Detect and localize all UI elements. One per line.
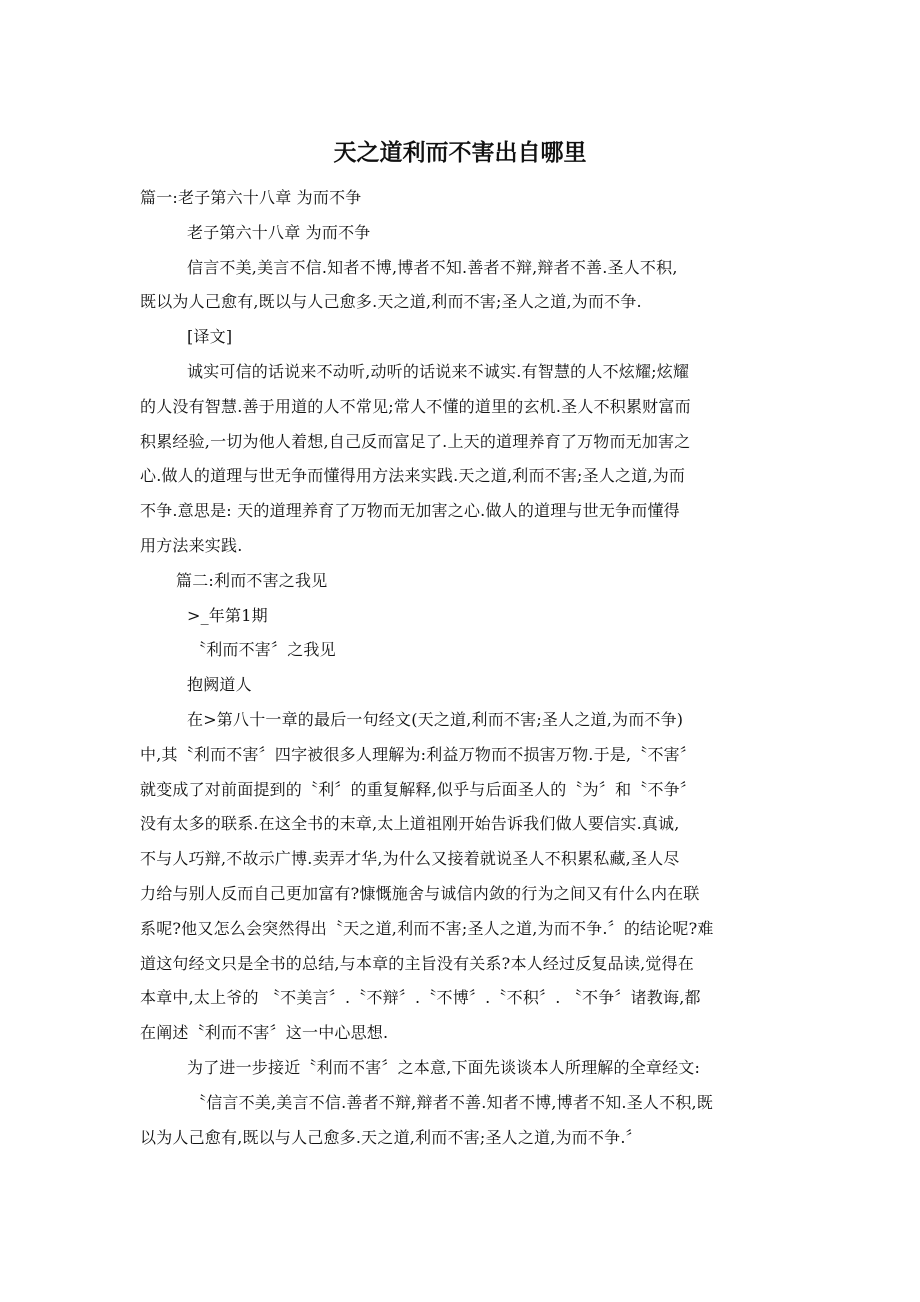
text-line: 心.做人的道理与世无争而懂得用方法来实践.天之道,利而不害;圣人之道,为而 (140, 466, 686, 486)
text-line: 诚实可信的话说来不动听,动听的话说来不诚实.有智慧的人不炫耀;炫耀 (187, 361, 690, 381)
text-line: 既以为人己愈有,既以与人己愈多.天之道,利而不害;圣人之道,为而不争. (140, 292, 642, 312)
section-heading-1: 篇一:老子第六十八章 为而不争 (140, 188, 362, 207)
text-line: 本章中,太上爷的 〝不美言〞.〝不辩〞.〝不博〞.〝不积〞. 〝不争〞诸教诲,都 (140, 988, 701, 1008)
text-line: 中,其〝利而不害〞四字被很多人理解为:利益万物而不损害万物.于是,〝不害〞 (140, 744, 697, 764)
text-line: 不与人巧辩,不故示广博.卖弄才华,为什么又接着就说圣人不积累私藏,圣人尽 (140, 849, 680, 869)
author-line: 抱阙道人 (187, 675, 252, 695)
text-line: 没有太多的联系.在这全书的末章,太上道祖刚开始告诉我们做人要信实.真诚, (140, 814, 680, 834)
text-line: 就变成了对前面提到的〝利〞的重复解释,似乎与后面圣人的〝为〞和〝不争〞 (140, 779, 697, 799)
text-line: 在阐述〝利而不害〞这一中心思想. (140, 1023, 389, 1043)
quote-line: 以为人己愈有,既以与人己愈多.天之道,利而不害;圣人之道,为而不争.〞 (140, 1127, 642, 1147)
article-title: 〝利而不害〞之我见 (190, 640, 336, 660)
text-line: 信言不美,美言不信.知者不博,博者不知.善者不辩,辩者不善.圣人不积, (187, 257, 678, 277)
issue-line: >_年第1期 (187, 605, 268, 625)
text-line: 在>第八十一章的最后一句经文(天之道,利而不害;圣人之道,为而不争) (187, 709, 684, 729)
text-line: 道这句经文只是全书的总结,与本章的主旨没有关系?本人经过反复品读,觉得在 (140, 953, 694, 973)
text-line: 为了进一步接近〝利而不害〞之本意,下面先谈谈本人所理解的全章经文: (187, 1057, 701, 1077)
document-body (0, 181, 920, 1155)
text-line: 的人没有智慧.善于用道的人不常见;常人不懂的道里的玄机.圣人不积累财富而 (140, 396, 691, 416)
text-line: 力给与别人反而自己更加富有?慷慨施舍与诚信内敛的行为之间又有什么内在联 (140, 883, 700, 903)
text-line: 系呢?他又怎么会突然得出〝天之道,利而不害;圣人之道,为而不争.〞的结论呢?难 (140, 918, 714, 938)
section-heading-2: 篇二:利而不害之我见 (176, 570, 328, 590)
translation-label: [译文] (187, 327, 233, 347)
text-line: 积累经验,一切为他人着想,自己反而富足了.上天的道理养育了万物而无加害之 (140, 431, 691, 451)
chapter-heading: 老子第六十八章 为而不争 (187, 222, 371, 242)
text-line: 用方法来实践. (140, 535, 243, 555)
text-line: 不争.意思是: 天的道理养育了万物而无加害之心.做人的道理与世无争而懂得 (140, 501, 680, 521)
quote-line: 〝信言不美,美言不信.善者不辩,辩者不善.知者不博,博者不知.圣人不积,既 (190, 1092, 714, 1112)
document-title: 天之道利而不害出自哪里 (333, 140, 587, 166)
